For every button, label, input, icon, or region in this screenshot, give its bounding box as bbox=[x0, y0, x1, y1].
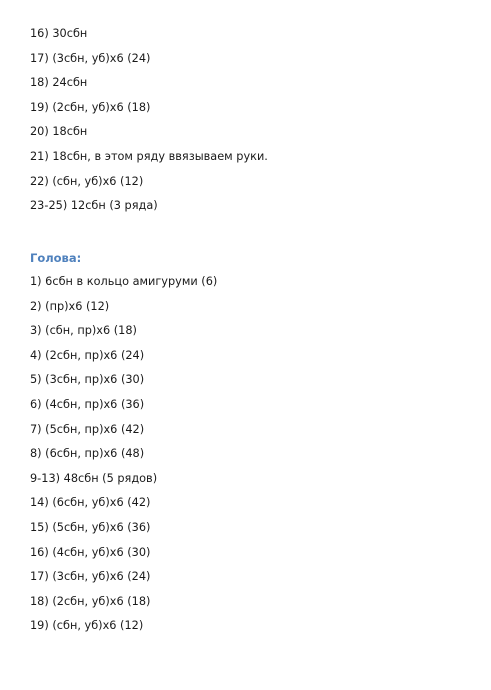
instruction-row: 3) (сбн, пр)х6 (18) bbox=[30, 324, 137, 338]
instruction-row: 5) (3сбн, пр)х6 (30) bbox=[30, 373, 145, 387]
section-heading-head: Голова: bbox=[30, 251, 82, 265]
instruction-row: 18) (2сбн, уб)х6 (18) bbox=[30, 594, 151, 608]
instruction-row: 20) 18сбн bbox=[30, 125, 88, 139]
instruction-row: 7) (5сбн, пр)х6 (42) bbox=[30, 422, 145, 436]
body-instructions bbox=[30, 22, 470, 219]
instruction-row: 15) (5сбн, уб)х6 (36) bbox=[30, 520, 151, 534]
instruction-row: 16) 30сбн bbox=[30, 27, 88, 40]
instruction-row: 9-13) 48сбн (5 рядов) bbox=[30, 471, 158, 485]
instruction-row: 6) (4сбн, пр)х6 (36) bbox=[30, 397, 145, 411]
instruction-row: 22) (сбн, уб)х6 (12) bbox=[30, 174, 144, 188]
instruction-row: 16) (4сбн, уб)х6 (30) bbox=[30, 545, 151, 559]
instruction-row: 4) (2сбн, пр)х6 (24) bbox=[30, 348, 145, 362]
instruction-row: 8) (6сбн, пр)х6 (48) bbox=[30, 447, 145, 461]
head-section bbox=[30, 246, 470, 639]
instruction-row: 2) (пр)х6 (12) bbox=[30, 299, 110, 313]
instruction-row: 1) 6сбн в кольцо амигуруми (6) bbox=[30, 275, 218, 288]
instruction-row: 18) 24сбн bbox=[30, 76, 88, 90]
instruction-row: 17) (3сбн, уб)х6 (24) bbox=[30, 51, 151, 65]
instruction-row: 17) (3сбн, уб)х6 (24) bbox=[30, 570, 151, 584]
instruction-row: 23-25) 12сбн (3 ряда) bbox=[30, 199, 158, 213]
instruction-row: 19) (2сбн, уб)х6 (18) bbox=[30, 100, 151, 114]
instruction-row: 19) (сбн, уб)х6 (12) bbox=[30, 619, 144, 633]
instruction-row: 14) (6сбн, уб)х6 (42) bbox=[30, 496, 151, 510]
instruction-row: 21) 18сбн, в этом ряду ввязываем руки. bbox=[30, 149, 268, 163]
